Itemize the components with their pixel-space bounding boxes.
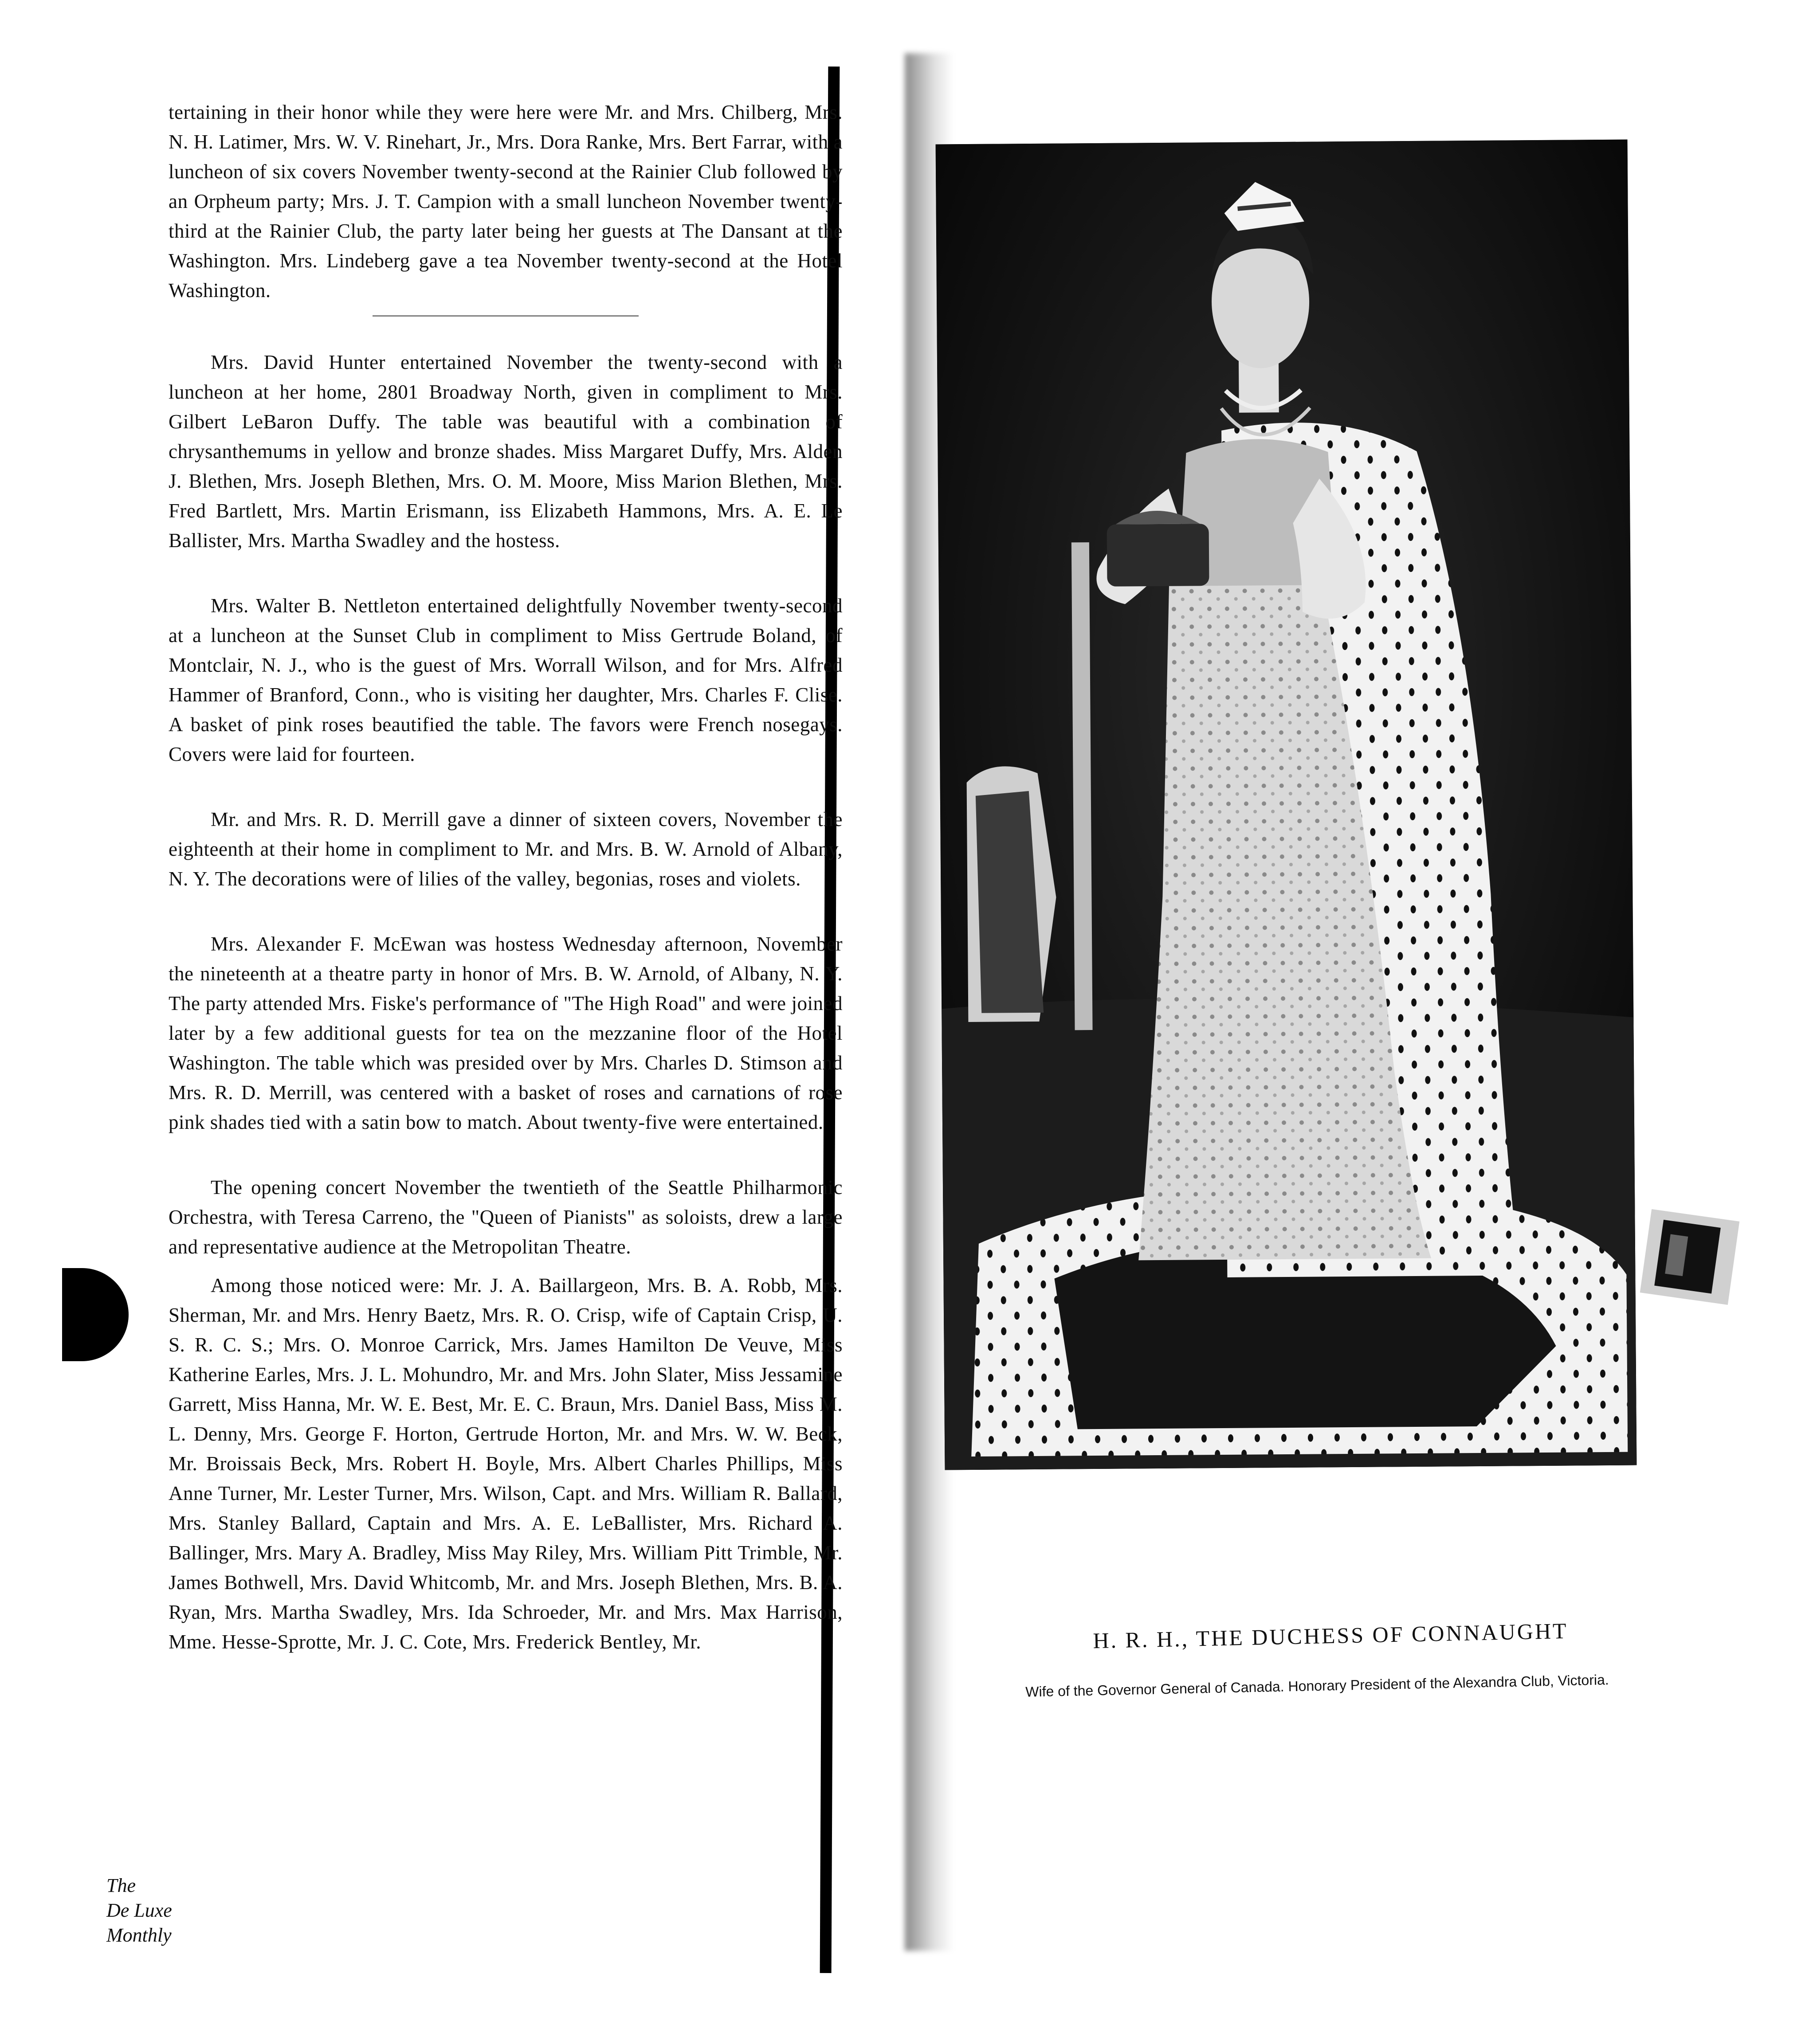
paragraph-merrill-dinner: Mr. and Mrs. R. D. Merrill gave a dinner of sixteen covers, November the eighteenth at their home in compliment to Mr. and Mrs. B. W. Arnold of Albany, N. Y. The decorations were of lilies of the valley, begonias, roses and violets.: [169, 808, 843, 890]
paragraph-nettleton-luncheon: Mrs. Walter B. Nettleton entertained delightfully November twenty-second at a luncheon at the Sunset Club in compliment to Miss Gertrude Boland, of Montclair, N. J., who is the guest of Mrs. Worrall Wilson, and for Mrs. Alfred Hammer of Branford, Conn., who is visiting her daughter, Mrs. Charles F. Clise. A basket of pink roses beautified the table. The favors were French nosegays. Covers were laid for fourteen.: [169, 595, 843, 765]
paragraph-attendees: Among those noticed were: Mr. J. A. Baillargeon, Mrs. B. A. Robb, Mrs. Sherman, Mr. and Mrs. Henry Baetz, Mrs. R. O. Crisp, wife of Captain Crisp, U. S. R. C. S.; Mrs. O. Monroe Carrick, Mrs. James Hamilton De Veuve, Miss Katherine Earles, Mrs. J. L. Mohundro, Mr. and Mrs. John Slater, Miss Jessamine Garrett, Miss Hanna, Mr. W. E. Best, Mr. E. C. Braun, Mrs. Daniel Bass, Miss M. L. Denny, Mrs. George F. Horton, Gertrude Horton, Mr. and Mrs. W. W. Beck, Mr. Broissais Beck, Mrs. Robert H. Boyle, Mrs. Albert Charles Phillips, Miss Anne Turner, Mr. Lester Turner, Mrs. Wilson, Capt. and Mrs. William R. Ballard, Mrs. Stanley Ballard, Captain and Mrs. A. E. LeBallister, Mrs. Richard A. Ballinger, Mrs. Mary A. Bradley, Miss May Riley, Mrs. William Pitt Trimble, Mr. James Bothwell, Mrs. David Whitcomb, Mr. and Mrs. Joseph Blethen, Mrs. B. A. Ryan, Mrs. Martha Swadley, Mrs. Ida Schroeder, Mr. and Mrs. Max Harrison, Mme. Hesse-Sprotte, Mr. J. C. Cote, Mrs. Frederick Bentley, Mr.: [169, 1274, 843, 1653]
photo-caption-subtitle: Wife of the Governor General of Canada. Honorary President of the Alexandra Club, Victoria.: [1025, 1672, 1609, 1700]
page-edge-tab-mark: [1635, 1204, 1744, 1310]
paragraph-continuation: tertaining in their honor while they were here were Mr. and Mrs. Chilberg, Mrs. N. H. Latimer, Mrs. W. V. Rinehart, Jr., Mrs. Dora Ranke, Mrs. Bert Farrar, with a luncheon of six covers November twenty-second at the Rainier Club followed by an Orpheum party; Mrs. J. T. Campion with a small luncheon November twenty-third at the Rainier Club, the party later being her guests at The Dansant at the Washington. Mrs. Lindeberg gave a tea November twenty-second at the Hotel Washington.: [169, 101, 843, 302]
section-divider: [373, 315, 639, 317]
duchess-portrait-photo: [936, 140, 1637, 1470]
footer-line-3: Monthly: [106, 1924, 172, 1946]
society-column: [169, 98, 843, 1871]
paragraph-philharmonic-concert: The opening concert November the twentieth of the Seattle Philharmonic Orchestra, with Teresa Carreno, the "Queen of Pianists" as soloists, drew a large and representative audience at the Metropolitan Theatre.: [169, 1176, 843, 1258]
magazine-footer: [106, 1873, 172, 1948]
paragraph-hunter-luncheon: Mrs. David Hunter entertained November the twenty-second with a luncheon at her home, 2801 Broadway North, given in compliment to Mrs. Gilbert LeBaron Duffy. The table was beautiful with a combination of chrysanthemums in yellow and bronze shades. Miss Margaret Duffy, Mrs. Alden J. Blethen, Mrs. Joseph Blethen, Mrs. O. M. Moore, Miss Marion Blethen, Mrs. Fred Bartlett, Mrs. Martin Erismann, iss Elizabeth Hammons, Mrs. A. E. Le Ballister, Mrs. Martha Swadley and the hostess.: [169, 351, 843, 552]
photo-caption-title: H. R. H., THE DUCHESS OF CONNAUGHT: [1092, 1618, 1569, 1653]
footer-line-1: The: [106, 1875, 136, 1896]
thumb-index-tab: [62, 1268, 129, 1361]
portrait-illustration: [936, 140, 1637, 1470]
footer-line-2: De Luxe: [106, 1899, 172, 1921]
paragraph-mcewan-theatre: Mrs. Alexander F. McEwan was hostess Wednesday afternoon, November the nineteenth at a theatre party in honor of Mrs. B. W. Arnold, of Albany, N. Y. The party attended Mrs. Fiske's performance of "The High Road" and were joined later by a few additional guests for tea on the mezzanine floor of the Hotel Washington. The table which was presided over by Mrs. Charles D. Stimson and Mrs. R. D. Merrill, was centered with a basket of roses and carnations of rose pink shades tied with a satin bow to match. About twenty-five were entertained.: [169, 933, 843, 1133]
